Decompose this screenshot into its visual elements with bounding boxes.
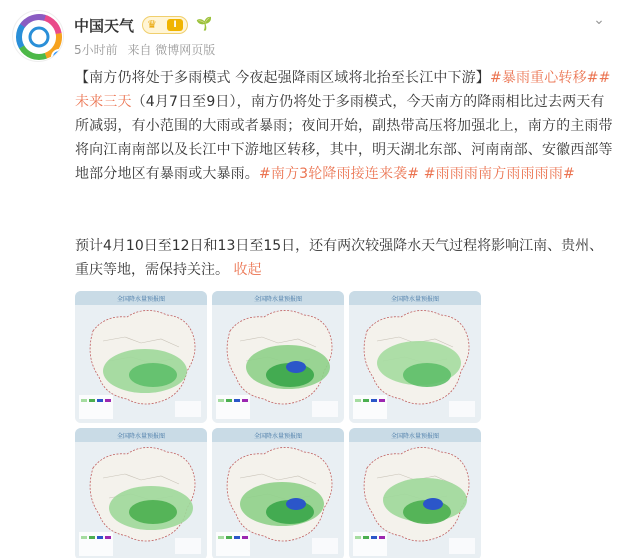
svg-text:全国降水量预报图: 全国降水量预报图 bbox=[253, 433, 303, 440]
post-body bbox=[75, 66, 615, 186]
hashtag-link[interactable]: #未来三天 bbox=[75, 70, 611, 110]
post-source: 来自 微博网页版 bbox=[127, 43, 216, 57]
post-paragraph: （4月7日至9日），南方仍将处于多雨模式，今天南方的降雨相比过去两天有所减弱，有小范围的大雨或者暴雨；夜间开始，副热带高压将加强北上，南方的主雨带将向江南南部以及长江中下游地区转移，其中，明天湖北东部、河南南部、安徽西部等地部分地区有暴雨或大暴雨。 bbox=[75, 94, 613, 182]
hashtag-link[interactable]: #南方3轮降雨接连来袭# bbox=[258, 166, 420, 182]
forecast-map-image[interactable] bbox=[349, 428, 481, 558]
verified-icon: ✓ bbox=[51, 49, 64, 62]
svg-text:全国降水量预报图: 全国降水量预报图 bbox=[116, 296, 166, 303]
post-paragraph: 预计4月10日至12日和13日至15日，还有两次较强降水天气过程将影响江南、贵州、重庆等地，需保持关注。 bbox=[75, 238, 604, 278]
collapse-link[interactable]: 收起 bbox=[233, 262, 262, 278]
forecast-map-image[interactable] bbox=[75, 428, 207, 558]
hashtag-link[interactable]: #暴雨重心转移# bbox=[489, 70, 599, 86]
avatar[interactable] bbox=[12, 10, 64, 62]
post-time[interactable]: 5小时前 bbox=[74, 43, 118, 57]
forecast-map-image[interactable] bbox=[349, 291, 481, 423]
hashtag-link[interactable]: #雨雨雨南方雨雨雨雨# bbox=[423, 166, 575, 182]
svg-text:全国降水量预报图: 全国降水量预报图 bbox=[253, 296, 303, 303]
member-badge[interactable] bbox=[142, 16, 188, 34]
post-headline: 【南方仍将处于多雨模式 今夜起强降雨区域将北抬至长江中下游】 bbox=[75, 70, 490, 86]
member-level: I bbox=[167, 19, 183, 31]
crown-icon: ♛ bbox=[147, 18, 157, 31]
post-paragraph-2 bbox=[75, 234, 615, 282]
svg-text:全国降水量预报图: 全国降水量预报图 bbox=[390, 433, 440, 440]
sprout-icon[interactable]: 🌱 bbox=[196, 17, 213, 32]
forecast-map-image[interactable] bbox=[75, 291, 207, 423]
post-meta bbox=[74, 41, 221, 58]
chevron-down-icon[interactable]: ⌄ bbox=[593, 12, 605, 28]
svg-text:全国降水量预报图: 全国降水量预报图 bbox=[390, 296, 440, 303]
svg-text:全国降水量预报图: 全国降水量预报图 bbox=[116, 433, 166, 440]
post-header bbox=[12, 10, 612, 66]
user-name[interactable]: 中国天气 bbox=[74, 17, 135, 35]
forecast-map-image[interactable] bbox=[212, 291, 344, 423]
forecast-map-image[interactable] bbox=[212, 428, 344, 558]
